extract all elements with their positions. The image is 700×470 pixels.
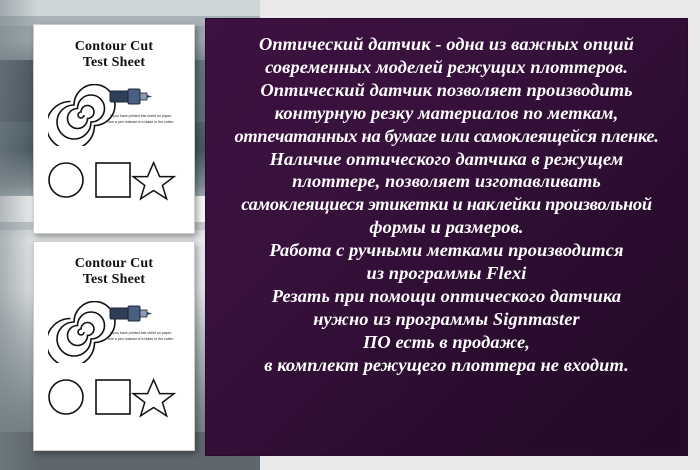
description-text (206, 19, 687, 387)
test-sheet-bottom (33, 241, 195, 451)
description-line: из программы Flexi (366, 263, 527, 284)
sheet-title-line-2: Test Sheet (82, 271, 146, 287)
photo-highlight-band (0, 0, 260, 16)
description-line: нужно из программы Signmaster (313, 308, 580, 329)
sheet-title-line-1: Contour Cut (74, 256, 154, 271)
sheet-title-line-2: Test Sheet (82, 54, 146, 70)
cutter-blade-icon (108, 301, 154, 327)
description-line: ПО есть в продаже, (363, 331, 530, 352)
description-line: Оптический датчик - одна из важных опций (258, 34, 635, 54)
test-sheet-top (33, 24, 195, 234)
description-line: самоклеящиеся этикетки и наклейки произвольной (241, 194, 652, 215)
description-line: контурную резку материалов по меткам, (274, 102, 619, 123)
description-line: плоттере, позволяет изготавливать (292, 171, 601, 192)
description-line: отпечатанных на бумаге или самоклеящейся пленке. (234, 125, 659, 146)
sheet-note: If you have printed this sheet on paper, use a pen instead of a blade in the cutter. (108, 331, 174, 341)
description-line: формы и размеров. (369, 217, 524, 238)
description-line: Наличие оптического датчика в режущем (269, 148, 624, 169)
description-line: Оптический датчик позволяет производить (260, 79, 633, 100)
sheet-body (34, 287, 194, 437)
description-line: Работа с ручными метками производится (269, 240, 624, 261)
sheet-body (34, 70, 194, 220)
description-panel (205, 18, 688, 456)
description-line: современных моделей режущих плоттеров. (265, 56, 628, 77)
sheet-title (34, 256, 194, 287)
cutter-blade-icon (108, 84, 154, 110)
description-line: Резать при помощи оптического датчика (271, 285, 622, 306)
sheet-note: If you have printed this sheet on paper, use a pen instead of a blade in the cutter. (108, 114, 174, 124)
sheet-shapes (46, 158, 178, 202)
description-line: в комплект режущего плоттера не входит. (264, 354, 629, 375)
sheet-shapes (46, 375, 178, 419)
sheet-title-line-1: Contour Cut (74, 39, 154, 54)
sheet-title (34, 39, 194, 70)
